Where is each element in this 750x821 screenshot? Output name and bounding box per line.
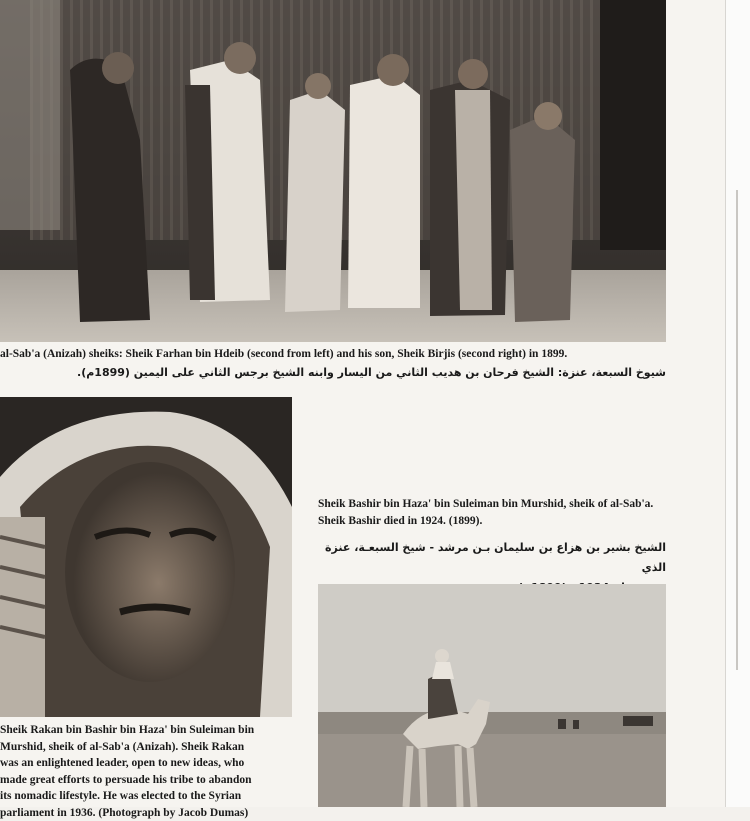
caption-line: parliament in 1936. (Photograph by Jacob Dumas) [0, 805, 300, 821]
caption-line: was an enlightened leader, open to new ideas, who [0, 755, 300, 772]
right-photo-caption-english: Sheik Bashir bin Haza' bin Suleiman bin Murshid, sheik of al-Sab'a. Sheik Bashir died in 1924. (1899). [318, 496, 668, 530]
camel-rider-photo [318, 584, 666, 807]
portrait-caption [0, 722, 300, 821]
top-photo-caption-english: al-Sab'a (Anizah) sheiks: Sheik Farhan bin Hdeib (second from left) and his son, Sheik Birjis (second right) in 1899. [0, 347, 680, 362]
caption-line: Murshid, sheik of al-Sab'a (Anizah). Sheik Rakan [0, 739, 300, 756]
caption-line: Sheik Rakan bin Bashir bin Haza' bin Suleiman bin [0, 722, 300, 739]
caption-line: made great efforts to persuade his tribe to abandon [0, 772, 300, 789]
page-edge [725, 0, 750, 807]
portrait-photo [0, 397, 292, 717]
arabic-caption-line: الشيخ بشير بن هزاع بن سليمان بـن مرشد - شيخ السبعـة، عنزة الذي [318, 538, 666, 578]
caption-line: its nomadic lifestyle. He was elected to the Syrian [0, 788, 300, 805]
top-photo-caption-arabic: شيوخ السبعة، عنزة: الشيخ فرحان بن هديب الثاني من اليسار وابنه الشيخ برجس الثاني على اليمين (1899م). [0, 365, 666, 380]
group-of-sheiks-photo [0, 0, 666, 342]
page-edge-shadow [736, 190, 738, 670]
